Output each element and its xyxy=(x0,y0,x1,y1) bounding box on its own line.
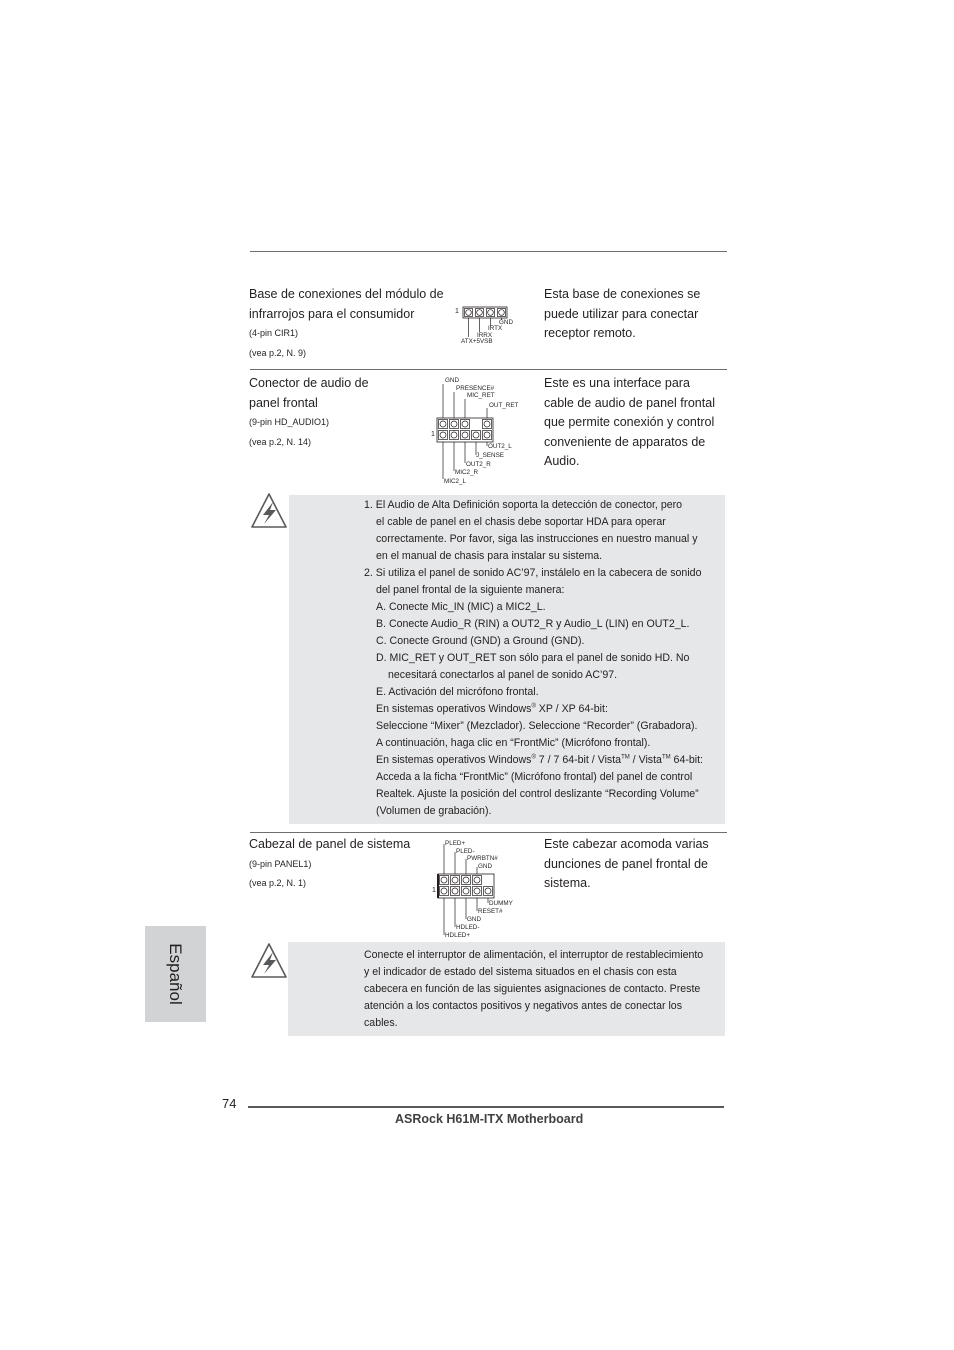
audio-connector-diagram: 1 GND PRESENCE# MIC_RET OUT_RET OUT2_L J_SENSE OUT2_R MIC2_R MIC2_L xyxy=(431,377,519,485)
note-audio-text: 1. El Audio de Alta Definición soporta la detección de conector, pero el cable de panel en el chasis debe soportar HDA para operar correctamente. Por favor, siga las instrucciones en nuestro manual y en el manual de chasis para instalar su sistema. 2. Si utiliza el panel de sonido AC’97, instálelo en la cabecera de sonido del panel frontal de la siguiente manera: A. Conecte Mic_IN (MIC) a MIC2_L. B. Conecte Audio_R (RIN) a OUT2_R y Audio_L (LIN) en OUT2_L. C. Conecte Ground (GND) a Ground (GND). D. MIC_RET y OUT_RET son sólo para el panel de sonido HD. No necesitará conectarlos al panel de sonido AC’97. E. Activación del micrófono frontal. En sistemas operativos Windows® XP / XP 64-bit: Seleccione “Mixer” (Mezclador). Seleccione “Recorder” (Grabadora). A continuación, haga clic en “FrontMic” (Micrófono frontal). En sistemas operativos Windows® 7 / 7 64-bit / Vista™ / Vista™ 64-bit: Acceda a la ficha “FrontMic” (Micrófono frontal) del panel de control Realtek. Ajuste la posición del control deslizante “Recording Volume” (Volumen de grabación). xyxy=(364,499,703,817)
cir-ref: (vea p.2, N. 9) xyxy=(249,348,307,358)
divider-2 xyxy=(250,832,727,833)
panel-description: Este cabezar acomoda varias dunciones de panel frontal de sistema. xyxy=(544,837,709,890)
audio-title: Conector de audio de panel frontal xyxy=(249,376,369,410)
panel-ref: (vea p.2, N. 1) xyxy=(249,878,307,888)
footer-product: ASRock H61M-ITX Motherboard xyxy=(395,1112,584,1126)
cir-description: Esta base de conexiones se puede utilizar para conectar receptor remoto. xyxy=(544,287,701,340)
audio-description: Este es una interface para cable de audio de panel frontal que permite conexión y control conveniente de apparatos de Audio. xyxy=(544,376,715,468)
note-panel-text: Conecte el interruptor de alimentación, el interruptor de restablecimiento y el indicador de estado del sistema situados en el chasis con esta cabecera en función de las siguientes asignaciones de contacto. Preste atención a los contactos positivos y negativos antes de conectar los cables. xyxy=(364,949,704,1029)
cir-title: Base de conexiones del módulo de infrarrojos para el consumidor xyxy=(249,287,444,321)
cir-pin-label: (4-pin CIR1) xyxy=(249,328,299,338)
divider-1 xyxy=(250,369,727,370)
panel-title: Cabezal de panel de sistema xyxy=(249,837,411,851)
audio-ref: (vea p.2, N. 14) xyxy=(249,437,312,447)
footer-rule xyxy=(248,1106,724,1108)
warning-icon xyxy=(249,941,289,981)
top-rule xyxy=(250,251,727,252)
cir-connector-diagram: 1 GND IRTX IRRX ATX+5VSB xyxy=(455,308,513,345)
panel-connector-diagram: 1 PLED+ PLED- PWRBTN# GND DUMMY RESET# GND HDLED- HDLED+ xyxy=(432,840,513,939)
audio-pin-label: (9-pin HD_AUDIO1) xyxy=(249,417,330,427)
language-tab: Español xyxy=(145,926,206,1022)
warning-icon xyxy=(249,491,289,531)
panel-pin-label: (9-pin PANEL1) xyxy=(249,859,312,869)
page-number: 74 xyxy=(222,1096,237,1111)
